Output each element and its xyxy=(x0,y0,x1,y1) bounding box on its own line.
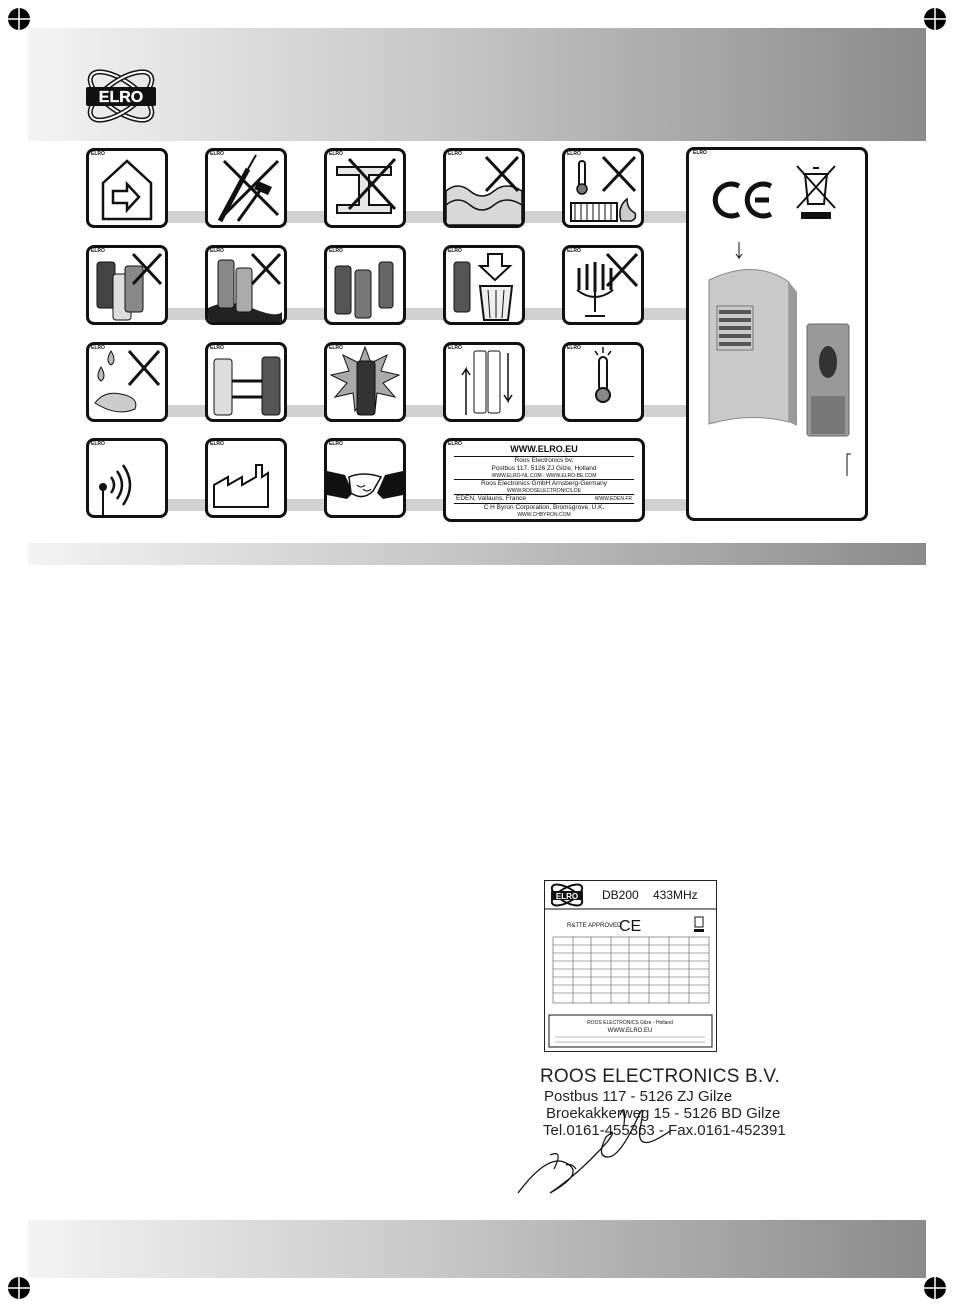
label-approval: R&TTE APPROVED xyxy=(567,923,622,929)
tile-brand: ELRO xyxy=(448,248,462,254)
crossed-out-bin-icon xyxy=(797,166,835,219)
icon-tile xyxy=(86,245,168,325)
tile-brand: ELRO xyxy=(91,345,105,351)
tile-brand: ELRO xyxy=(210,151,224,157)
icon-tile xyxy=(324,245,406,325)
website-url: WWW.ELRO.EU xyxy=(510,444,578,454)
elro-logo xyxy=(80,63,162,129)
tile-brand: ELRO xyxy=(567,345,581,351)
tile-brand: ELRO xyxy=(210,345,224,351)
icon-tile xyxy=(86,342,168,422)
tile-brand: ELRO xyxy=(329,151,343,157)
tile-brand: ELRO xyxy=(91,248,105,254)
label-brand: ELRO xyxy=(555,892,579,901)
icon-tile xyxy=(324,438,406,518)
batteries-icon xyxy=(327,248,403,322)
icon-tile xyxy=(324,148,406,228)
icon-tile xyxy=(86,438,168,518)
stamp-street: Broekakkerweg 15 - 5126 BD Gilze xyxy=(546,1105,781,1122)
factory-icon xyxy=(208,441,284,515)
header-bar xyxy=(28,28,926,141)
web-chbyron: WWW.CHBYRON.COM xyxy=(517,512,571,518)
signature xyxy=(510,1095,730,1200)
icon-tile xyxy=(324,342,406,422)
stamp-postbus: Postbus 117 - 5126 ZJ Gilze xyxy=(544,1088,733,1105)
door-chime-icon xyxy=(709,269,797,426)
no-tools-icon xyxy=(208,151,284,225)
label-frequency: 433MHz xyxy=(653,888,698,902)
label-ce-mark: CE xyxy=(619,918,642,935)
icon-tile xyxy=(205,245,287,325)
doorbell-push-button-icon xyxy=(807,324,849,436)
stamp-phone: Tel.0161-455363 - Fax.0161-452391 xyxy=(543,1122,786,1139)
divider-bar xyxy=(28,543,926,565)
company-roos-bv: Roos Electronics bv, xyxy=(514,457,574,464)
icon-tile xyxy=(443,342,525,422)
web-rooselectronics: WWW.ROOSELECTRONICS.DE xyxy=(507,488,581,494)
company-eden: EDEN, Vallauris, France xyxy=(456,495,526,502)
company-chbyron: C H Byron Corporation, Bromsgrove, U.K. xyxy=(483,504,605,511)
footer-bar xyxy=(28,1220,926,1278)
web-elro-nl-be: WWW.ELRO-NL.COM - WWW.ELRO-BE.COM xyxy=(491,473,597,479)
icon-tile xyxy=(205,342,287,422)
address-gilze: Postbus 117, 5126 ZJ Gilze, Holland xyxy=(491,465,597,472)
battery-polarity-icon xyxy=(446,345,522,419)
handshake-icon xyxy=(327,441,403,515)
icon-tile xyxy=(205,148,287,228)
icon-tile xyxy=(86,148,168,228)
tile-brand: ELRO xyxy=(210,441,224,447)
tile-brand: ELRO xyxy=(448,441,462,447)
tile-brand: ELRO xyxy=(567,248,581,254)
tile-brand: ELRO xyxy=(448,151,462,157)
house-exit-icon xyxy=(89,151,165,225)
tile-brand: ELRO xyxy=(210,248,224,254)
tile-brand: ELRO xyxy=(448,345,462,351)
icon-tile xyxy=(443,245,525,325)
web-eden: WWW.EDEN.FR xyxy=(594,496,632,502)
radio-transmitter-icon xyxy=(89,441,165,515)
no-water-icon xyxy=(446,151,522,225)
stamp-company: ROOS ELECTRONICS B.V. xyxy=(540,1066,781,1087)
no-mixed-batteries-icon xyxy=(89,248,165,322)
rating-label-art xyxy=(545,881,716,1051)
thermometer-icon xyxy=(565,345,641,419)
no-battery-explosion-icon xyxy=(327,345,403,419)
tile-brand: ELRO xyxy=(567,151,581,157)
battery-recycle-bin-icon xyxy=(446,248,522,322)
label-model: DB200 xyxy=(602,888,639,902)
no-short-circuit-icon xyxy=(208,345,284,419)
company-roos-gmbh: Roos Electronics GmbH Arnsberg-Germany xyxy=(480,480,608,487)
tile-brand: ELRO xyxy=(329,441,343,447)
tile-brand: ELRO xyxy=(91,151,105,157)
no-metal-surface-icon xyxy=(327,151,403,225)
no-leaking-batteries-icon xyxy=(208,248,284,322)
tile-brand: ELRO xyxy=(693,150,707,156)
label-footer-web: WWW.ELRO.EU xyxy=(607,1028,653,1034)
icon-tile xyxy=(205,438,287,518)
no-candles-icon xyxy=(565,248,641,322)
tile-brand: ELRO xyxy=(329,248,343,254)
contact-info-panel xyxy=(443,438,645,522)
product-panel xyxy=(686,147,868,521)
icon-tile xyxy=(443,148,525,228)
ce-mark-icon xyxy=(715,184,771,216)
no-heat-icon xyxy=(565,151,641,225)
logo-text: ELRO xyxy=(98,89,144,106)
tile-brand: ELRO xyxy=(329,345,343,351)
icon-tile xyxy=(562,342,644,422)
no-moisture-icon xyxy=(89,345,165,419)
icon-tile xyxy=(562,148,644,228)
tile-brand: ELRO xyxy=(91,441,105,447)
product-illustration xyxy=(689,150,865,518)
icon-tile xyxy=(562,245,644,325)
rating-label xyxy=(544,880,717,1052)
label-footer-company: ROOS ELECTRONICS Gilze - Holland xyxy=(587,1020,673,1026)
